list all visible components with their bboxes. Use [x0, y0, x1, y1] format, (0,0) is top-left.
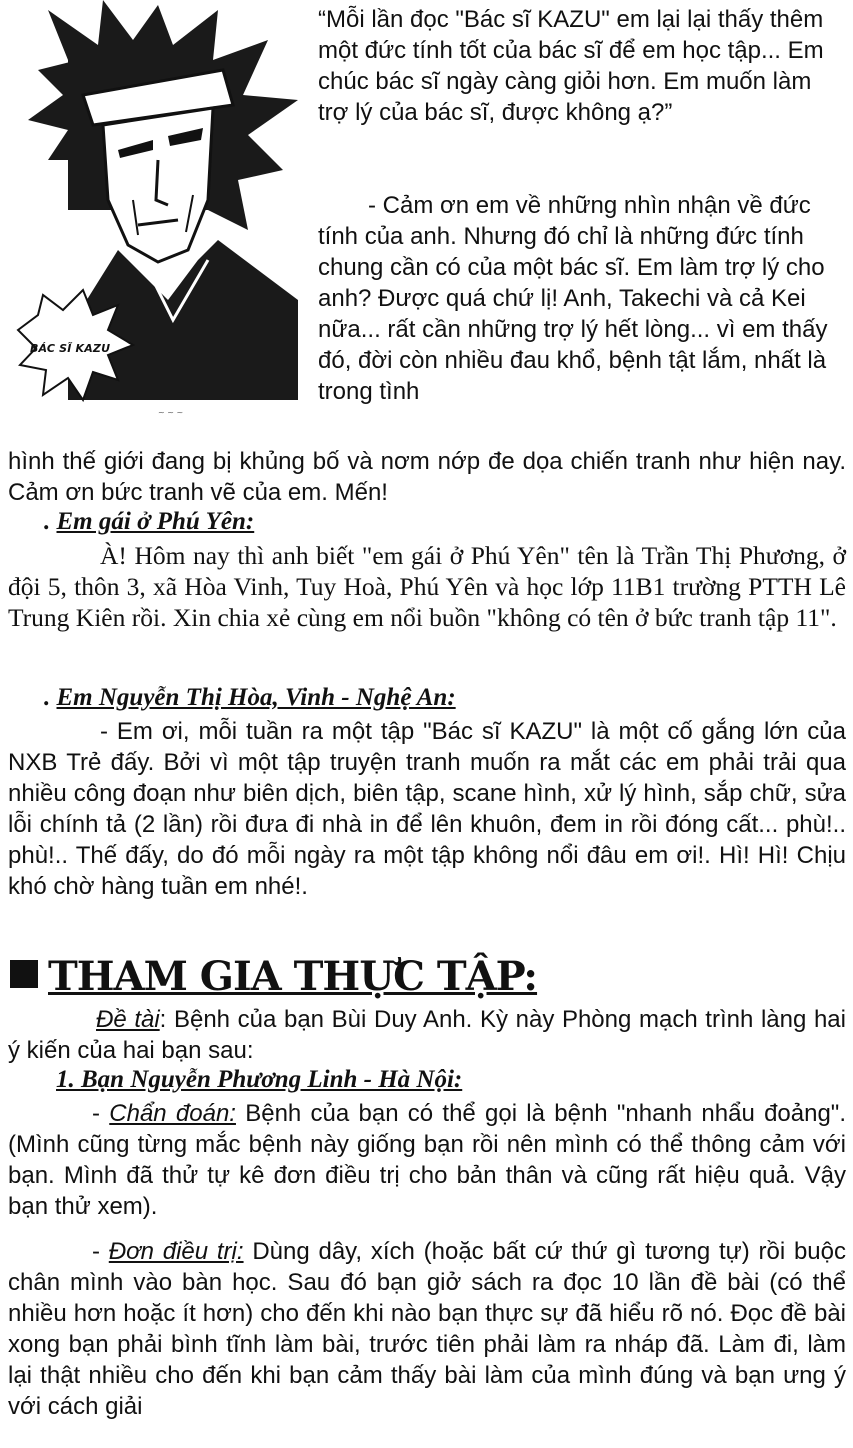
sub-heading: 1. Bạn Nguyễn Phương Linh - Hà Nội:	[56, 1066, 463, 1093]
reply-text: - Cảm ơn em về những nhìn nhận về đức tính của anh. Nhưng đó chỉ là những đức tính chung cần có của một bác sĩ. Em làm trợ lý cho anh? Được quá chứ lị! Anh, Takechi và cả Kei nữa... rất cần những trợ lý hết lòng... vì em thấy đó, đời còn nhiều đau khổ, bệnh tật lắm, nhất là trong tình	[318, 192, 828, 405]
diagnosis-paragraph: - Chẩn đoán: Bệnh của bạn có thể gọi là bệnh "nhanh nhẩu đoảng". (Mình cũng từng mắc bệnh này giống bạn rồi nên mình có thể thông cảm với bạn. Mình đã thử tự kê đơn điều trị cho bản thân và cũng rất hiệu quả. Vậy bạn thử xem).	[8, 1100, 846, 1220]
section-title: THAM GIA THỰC TẬP:	[10, 953, 537, 1000]
kazu-badge-text: BÁC SĨ KAZU	[30, 342, 110, 355]
square-bullet-icon	[10, 960, 38, 988]
letter-heading: . Em gái ở Phú Yên:	[44, 508, 255, 535]
topic-paragraph: Đề tài: Bệnh của bạn Bùi Duy Anh. Kỳ này Phòng mạch trình làng hai ý kiến của hai bạn sau:	[8, 1006, 846, 1064]
treatment-paragraph: - Đơn điều trị: Dùng dây, xích (hoặc bất cứ thứ gì tương tự) rồi buộc chân mình vào bàn học. Sau đó bạn giở sách ra đọc 10 lần đề bài (có thể nhiều hơn hoặc ít hơn) cho đến khi nào bạn thực sự đã hiểu rõ nó. Đọc đề bài xong bạn phải bình tĩnh làm bài, trước tiên phải làm ra nháp đã. Làm đi, làm lại thật nhiều cho đến khi bạn cảm thấy bài làm của mình đúng và bạn ưng ý với cách giải	[8, 1238, 846, 1420]
reader-letter-quote: “Mỗi lần đọc "Bác sĩ KAZU" em lại lại thấy thêm một đức tính tốt của bác sĩ để em học tập... Em chúc bác sĩ ngày càng giỏi hơn. Em muốn làm trợ lý của bác sĩ, được không ạ?”	[318, 6, 824, 126]
letter-body: - Em ơi, mỗi tuần ra một tập "Bác sĩ KAZU" là một cố gắng lớn của NXB Trẻ đấy. Bởi vì một tập truyện tranh muốn ra mắt các em phải trải qua nhiều công đoạn như biên dịch, biên tập, scane hình, xử lý hình, sắp chữ, sửa lỗi chính tả (2 lần) rồi đưa đi nhà in để lên khuôn, đem in rồi đóng cất... phù!.. phù!.. Thế đấy, do đó mỗi ngày ra một tập không nổi đâu em ơi!. Hì! Hì! Chịu khó chờ hàng tuần em nhé!.	[8, 718, 846, 900]
kazu-portrait-illustration	[8, 0, 308, 430]
letter-heading: . Em Nguyễn Thị Hòa, Vinh - Nghệ An:	[44, 684, 456, 711]
reply-text-continued: hình thế giới đang bị khủng bố và nơm nớp đe dọa chiến tranh như hiện nay. Cảm ơn bức tranh vẽ của em. Mến!	[8, 448, 846, 506]
svg-text:~ ~ ~: ~ ~ ~	[158, 408, 184, 417]
letter-body: À! Hôm nay thì anh biết "em gái ở Phú Yên" tên là Trần Thị Phương, ở đội 5, thôn 3, xã Hòa Vinh, Tuy Hoà, Phú Yên và học lớp 11B1 trường PTTH Lê Trung Kiên rồi. Xin chia xẻ cùng em nổi buồn "không có tên ở bức tranh tập 11".	[8, 541, 846, 632]
